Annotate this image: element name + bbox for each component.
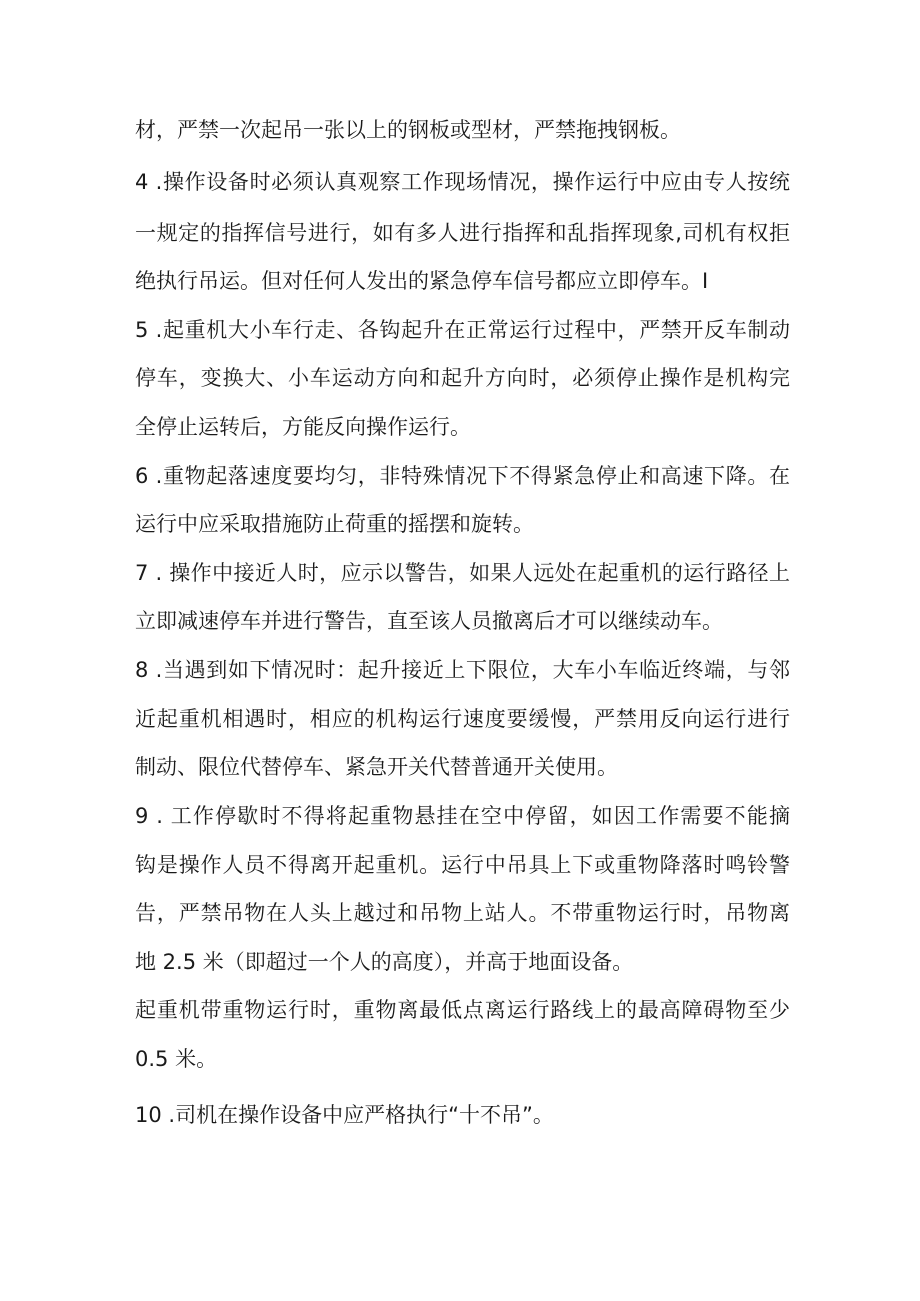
- text-line-1: 材，严禁一次起吊一张以上的钢板或型材，严禁拖拽钢板。: [135, 118, 681, 142]
- text-line-21: 10 .司机在操作设备中应严格执行“十不吊”。: [135, 1103, 554, 1127]
- text-line-8: 6 .重物起落速度要均匀，非特殊情况下不得紧急停止和高速下降。在: [135, 464, 790, 488]
- text-line-19: 起重机带重物运行时，重物离最低点离运行路线上的最高障碍物至少: [135, 998, 790, 1022]
- text-line-20: 0.5 米。: [135, 1047, 218, 1071]
- text-line-17: 告，严禁吊物在人头上越过和吊物上站人。不带重物运行时，吊物离: [135, 901, 790, 925]
- text-line-6: 停车，变换大、小车运动方向和起升方向时，必须停止操作是机构完: [135, 366, 790, 390]
- text-line-12: 8 .当遇到如下情况时：起升接近上下限位，大车小车临近终端，与邻: [135, 658, 790, 682]
- text-line-11: 立即减速停车并进行警告，直至该人员撤离后才可以继续动车。: [135, 609, 723, 633]
- text-line-10: 7 . 操作中接近人时，应示以警告，如果人远处在起重机的运行路径上: [135, 561, 790, 585]
- text-line-16: 钩是操作人员不得离开起重机。运行中吊具上下或重物降落时鸣铃警: [135, 853, 790, 877]
- text-line-3: 一规定的指挥信号进行，如有多人进行指挥和乱指挥现象,司机有权拒: [135, 221, 790, 245]
- text-line-2: 4 .操作设备时必须认真观察工作现场情况，操作运行中应由专人按统: [135, 170, 790, 194]
- text-line-15: 9 . 工作停歇时不得将起重物悬挂在空中停留，如因工作需要不能摘: [135, 804, 790, 828]
- text-line-9: 运行中应采取措施防止荷重的摇摆和旋转。: [135, 512, 534, 536]
- text-line-18: 地 2.5 米（即超过一个人的高度），并高于地面设备。: [135, 950, 634, 974]
- text-line-14: 制动、限位代替停车、紧急开关代替普通开关使用。: [135, 755, 618, 779]
- text-line-13: 近起重机相遇时，相应的机构运行速度要缓慢，严禁用反向运行进行: [135, 707, 790, 731]
- text-line-5: 5 .起重机大小车行走、各钩起升在正常运行过程中，严禁开反车制动: [135, 318, 790, 342]
- text-line-7: 全停止运转后，方能反向操作运行。: [135, 415, 471, 439]
- text-line-4: 绝执行吊运。但对任何人发出的紧急停车信号都应立即停车。I: [135, 269, 709, 293]
